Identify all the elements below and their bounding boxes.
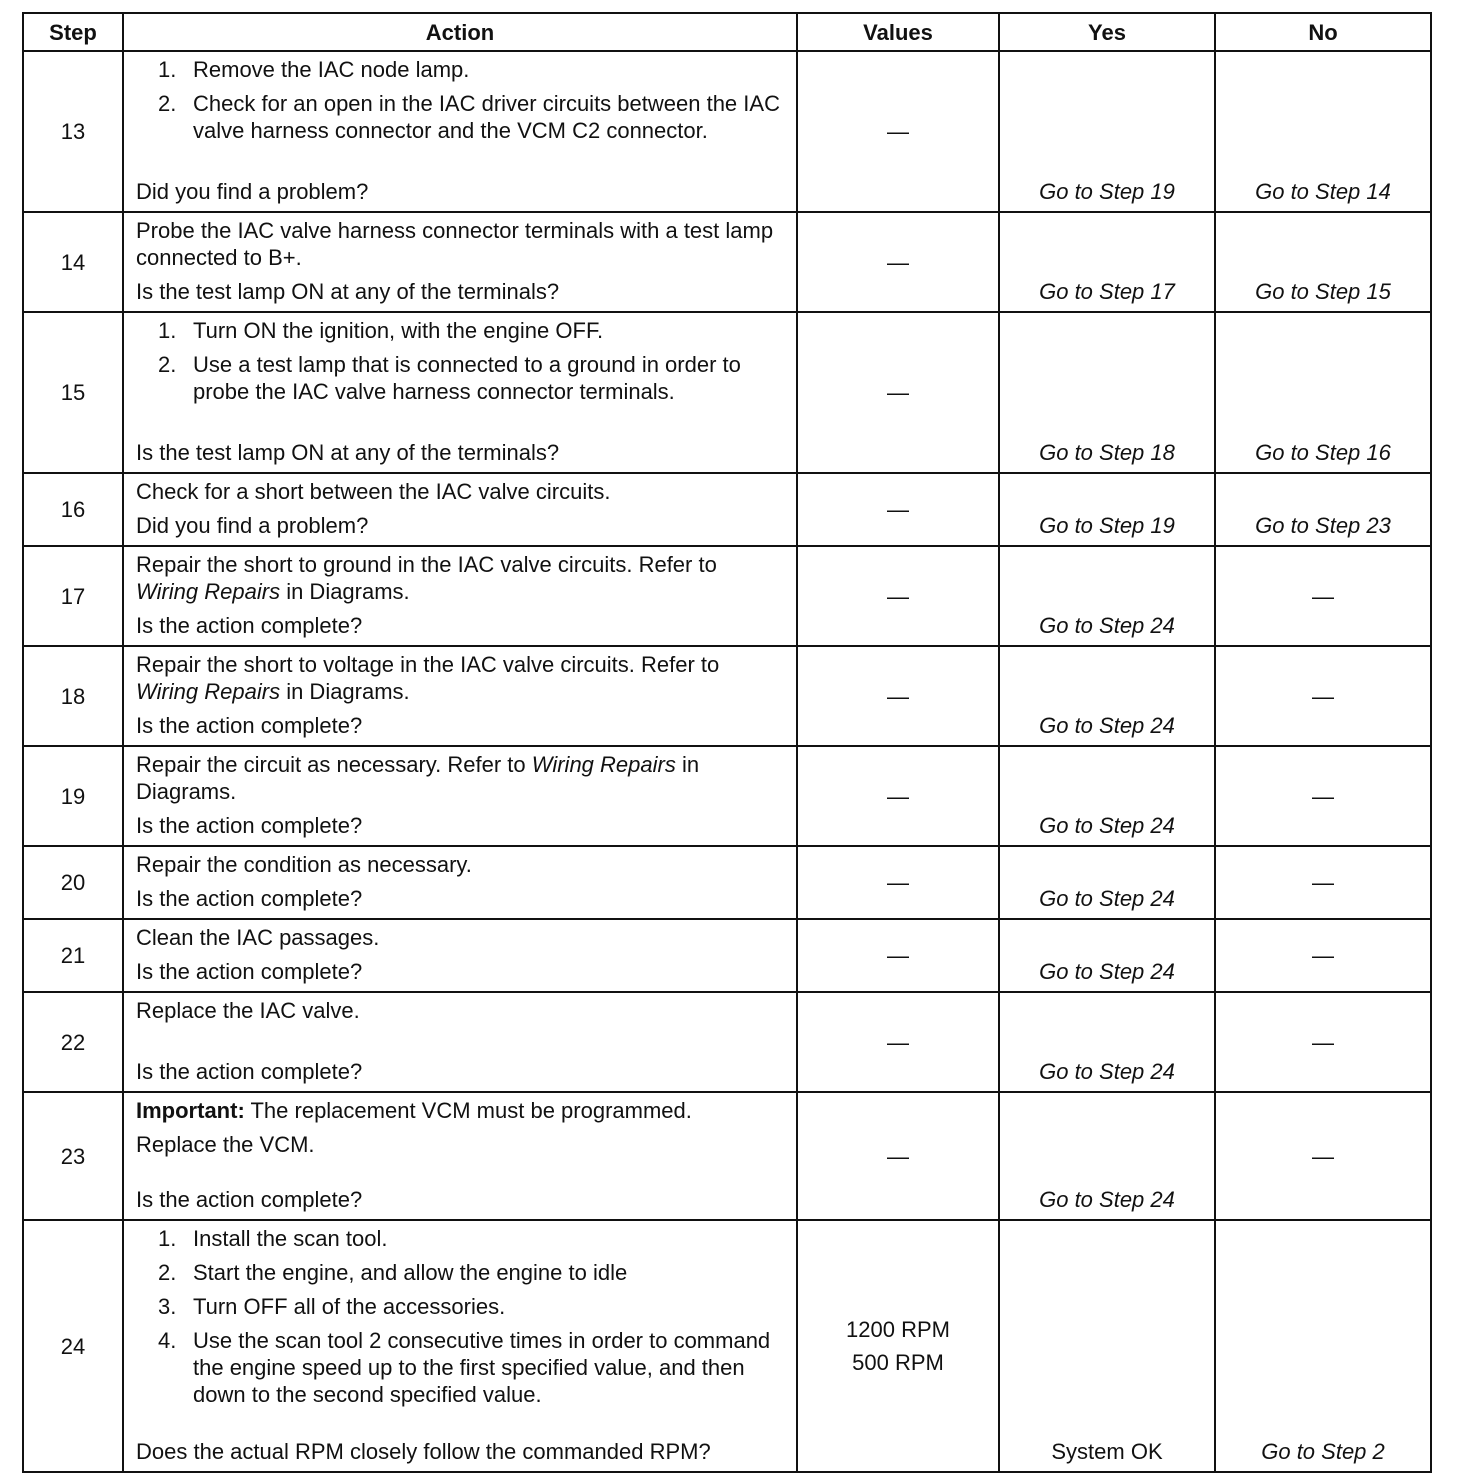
action-text — [136, 551, 784, 605]
action-cell — [123, 212, 797, 312]
question-text: Is the action complete? — [136, 886, 363, 911]
question-text: Did you find a problem? — [136, 179, 369, 204]
step-number: 14 — [23, 212, 123, 312]
yes-result: System OK — [999, 1220, 1215, 1472]
table-row — [23, 1092, 1431, 1220]
text-span: Probe the IAC valve harness connector terminals with a test lamp connected to B+. — [136, 218, 774, 270]
table-row — [23, 51, 1431, 212]
text-span: Start the engine, and allow the engine to idle — [193, 1260, 628, 1285]
values-cell — [797, 546, 999, 646]
action-content — [136, 1097, 784, 1213]
action-text — [136, 1097, 784, 1124]
text-span: Repair the short to voltage in the IAC valve circuits. Refer to — [136, 652, 720, 677]
step-number: 17 — [23, 546, 123, 646]
no-result: — — [1215, 1092, 1431, 1220]
text-span: Repair the short to ground in the IAC valve circuits. Refer to — [136, 552, 717, 577]
yes-result: Go to Step 17 — [999, 212, 1215, 312]
step-index: 4. — [158, 1328, 177, 1353]
numbered-step — [136, 1327, 784, 1408]
reference-link-text: Wiring Repairs — [531, 752, 676, 777]
yes-result: Go to Step 19 — [999, 51, 1215, 212]
step-number: 21 — [23, 919, 123, 992]
step-index: 2. — [158, 352, 177, 377]
text-span: Turn OFF all of the accessories. — [193, 1294, 506, 1319]
value-item: — — [887, 943, 909, 968]
yes-result: Go to Step 24 — [999, 992, 1215, 1092]
step-number: 16 — [23, 473, 123, 546]
step-number: 18 — [23, 646, 123, 746]
value-item: 1200 RPM — [846, 1317, 950, 1342]
action-content — [136, 924, 784, 985]
step-index: 1. — [158, 318, 177, 343]
value-item: — — [887, 249, 909, 275]
action-cell — [123, 646, 797, 746]
action-cell — [123, 992, 797, 1092]
numbered-step — [136, 351, 784, 405]
no-result: Go to Step 23 — [1215, 473, 1431, 546]
diagnostic-table — [22, 12, 1432, 1473]
step-text — [193, 1327, 784, 1408]
numbered-step — [136, 90, 784, 144]
step-index: 2. — [158, 91, 177, 116]
yes-result: Go to Step 24 — [999, 746, 1215, 846]
step-number: 13 — [23, 51, 123, 212]
step-number: 15 — [23, 312, 123, 473]
action-text — [136, 851, 784, 878]
step-text — [193, 56, 469, 83]
text-span: Clean the IAC passages. — [136, 925, 380, 950]
values-cell — [797, 473, 999, 546]
table-row — [23, 646, 1431, 746]
action-text — [136, 651, 784, 705]
action-cell — [123, 1220, 797, 1472]
action-content — [136, 751, 784, 839]
step-index: 3. — [158, 1294, 177, 1319]
numbered-step — [136, 1293, 784, 1320]
action-cell — [123, 546, 797, 646]
no-result: Go to Step 15 — [1215, 212, 1431, 312]
values-cell — [797, 212, 999, 312]
text-span: Check for an open in the IAC driver circuits between the IAC valve harness connector and the VCM C2 connector. — [193, 91, 780, 143]
action-text — [136, 924, 784, 951]
text-span: in Diagrams. — [280, 579, 410, 604]
step-text — [193, 351, 784, 405]
no-result: Go to Step 14 — [1215, 51, 1431, 212]
action-content — [136, 851, 784, 912]
no-result: — — [1215, 919, 1431, 992]
values-cell — [797, 746, 999, 846]
text-span: Install the scan tool. — [193, 1226, 388, 1251]
action-cell — [123, 846, 797, 919]
no-result: — — [1215, 846, 1431, 919]
table-row — [23, 212, 1431, 312]
yes-result: Go to Step 24 — [999, 546, 1215, 646]
text-span: Replace the VCM. — [136, 1132, 315, 1157]
numbered-step — [136, 317, 784, 344]
action-content — [136, 478, 784, 539]
action-content — [136, 1225, 784, 1465]
action-text — [136, 217, 784, 271]
action-content — [136, 551, 784, 639]
header-action: Action — [123, 13, 797, 51]
values-cell — [797, 919, 999, 992]
numbered-step — [136, 56, 784, 83]
step-text — [193, 1225, 387, 1252]
step-index: 2. — [158, 1260, 177, 1285]
action-text — [136, 1131, 784, 1158]
values-cell — [797, 1220, 999, 1472]
step-index: 1. — [158, 1226, 177, 1251]
step-text — [193, 1259, 627, 1286]
header-yes: Yes — [999, 13, 1215, 51]
text-span: Remove the IAC node lamp. — [193, 57, 470, 82]
table-row — [23, 992, 1431, 1092]
question-text: Did you find a problem? — [136, 513, 369, 538]
question-text: Is the action complete? — [136, 713, 363, 738]
header-values: Values — [797, 13, 999, 51]
step-text — [193, 90, 784, 144]
text-span: Use the scan tool 2 consecutive times in order to command the engine speed up to the first specified value, and then down to the second specified value. — [193, 1328, 771, 1407]
table-row — [23, 919, 1431, 992]
action-cell — [123, 312, 797, 473]
text-span: Use a test lamp that is connected to a ground in order to probe the IAC valve harness connector terminals. — [193, 352, 741, 404]
question-text: Is the action complete? — [136, 1187, 363, 1212]
values-cell — [797, 312, 999, 473]
values-cell — [797, 992, 999, 1092]
values-cell — [797, 51, 999, 212]
value-item: — — [887, 1029, 909, 1055]
action-content — [136, 56, 784, 205]
text-span: Repair the condition as necessary. — [136, 852, 472, 877]
step-number: 20 — [23, 846, 123, 919]
value-item: — — [887, 683, 909, 709]
yes-result: Go to Step 24 — [999, 1092, 1215, 1220]
action-cell — [123, 51, 797, 212]
yes-result: Go to Step 24 — [999, 919, 1215, 992]
question-text: Is the action complete? — [136, 613, 363, 638]
step-index: 1. — [158, 57, 177, 82]
yes-result: Go to Step 19 — [999, 473, 1215, 546]
step-number: 22 — [23, 992, 123, 1092]
step-number: 19 — [23, 746, 123, 846]
no-result: — — [1215, 546, 1431, 646]
question-text: Is the action complete? — [136, 1059, 363, 1084]
values-cell — [797, 646, 999, 746]
step-number: 24 — [23, 1220, 123, 1472]
numbered-step — [136, 1259, 784, 1286]
value-item: — — [887, 497, 909, 522]
question-text: Is the test lamp ON at any of the terminals? — [136, 279, 560, 304]
text-span: Repair the circuit as necessary. Refer to — [136, 752, 532, 777]
question-text: Is the test lamp ON at any of the terminals? — [136, 440, 560, 465]
question-text: Does the actual RPM closely follow the commanded RPM? — [136, 1439, 711, 1464]
no-result: Go to Step 16 — [1215, 312, 1431, 473]
no-result: — — [1215, 992, 1431, 1092]
text-span: The replacement VCM must be programmed. — [244, 1098, 692, 1123]
yes-result: Go to Step 18 — [999, 312, 1215, 473]
action-content — [136, 651, 784, 739]
step-number: 23 — [23, 1092, 123, 1220]
no-result: Go to Step 2 — [1215, 1220, 1431, 1472]
question-text: Is the action complete? — [136, 959, 363, 984]
value-item: 500 RPM — [852, 1350, 944, 1375]
table-row — [23, 1220, 1431, 1472]
yes-result: Go to Step 24 — [999, 846, 1215, 919]
no-result: — — [1215, 646, 1431, 746]
action-text — [136, 478, 784, 505]
action-text — [136, 997, 784, 1024]
action-content — [136, 997, 784, 1085]
action-cell — [123, 919, 797, 992]
step-text — [193, 1293, 505, 1320]
table-row — [23, 746, 1431, 846]
value-item: — — [887, 380, 909, 405]
action-cell — [123, 473, 797, 546]
header-step: Step — [23, 13, 123, 51]
text-span: Check for a short between the IAC valve circuits. — [136, 479, 611, 504]
value-item: — — [887, 119, 909, 144]
action-cell — [123, 1092, 797, 1220]
header-no: No — [1215, 13, 1431, 51]
numbered-step — [136, 1225, 784, 1252]
value-item: — — [887, 783, 909, 809]
values-cell — [797, 1092, 999, 1220]
reference-link-text: Wiring Repairs — [136, 579, 281, 604]
yes-result: Go to Step 24 — [999, 646, 1215, 746]
text-span: in Diagrams. — [136, 752, 700, 804]
text-span: in Diagrams. — [280, 679, 410, 704]
header-row — [23, 13, 1431, 51]
text-span: Replace the IAC valve. — [136, 998, 360, 1023]
value-item: — — [887, 870, 909, 895]
no-result: — — [1215, 746, 1431, 846]
question-text: Is the action complete? — [136, 813, 363, 838]
action-content — [136, 217, 784, 305]
table-row — [23, 846, 1431, 919]
step-text — [193, 317, 603, 344]
action-cell — [123, 746, 797, 846]
reference-link-text: Wiring Repairs — [136, 679, 281, 704]
table-row — [23, 473, 1431, 546]
action-content — [136, 317, 784, 466]
values-cell — [797, 846, 999, 919]
value-item: — — [887, 583, 909, 609]
text-span: Turn ON the ignition, with the engine OFF. — [193, 318, 604, 343]
table-row — [23, 546, 1431, 646]
table-row — [23, 312, 1431, 473]
action-text — [136, 751, 784, 805]
value-item: — — [887, 1143, 909, 1169]
important-label: Important: — [136, 1098, 245, 1123]
